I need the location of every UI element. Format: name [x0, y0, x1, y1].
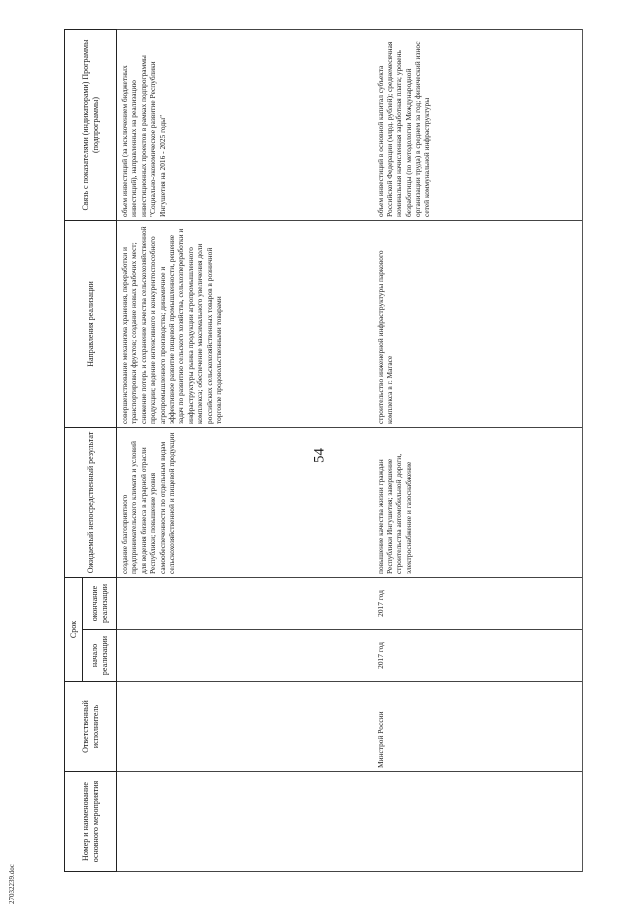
row1-executor: [117, 682, 373, 772]
row2-start: 2017 год: [373, 630, 583, 682]
table-row: [373, 29, 583, 871]
row1-start: [117, 630, 373, 682]
row1-link: объем инвестиций (за исключением бюджетных инвестиций), направленных на реализацию инвестиционных проектов в рамках подпрограммы "Социально-экономическое развитие Республики Ингушетия на 2016 - 2025 годы": [117, 29, 373, 220]
row2-number-name: [373, 772, 583, 872]
row1-directions: совершенствование механизма хранения, переработки и транспортировки фруктов; создание новых рабочих мест; снижение потерь и сохранение качества сельскохозяйственной продукции; ведение интенсивного и конкурентоспособного агропромышленного производства; динамичное и эффективное развитие пищевой промышленности, решение задач по развитию сельского хозяйства, сельхозпереработки и инфраструктуры рынка продукции агропромышленного комплекса; обеспечение максимального увеличения доли российских сельскохозяйственных товаров в розничной торговле продовольственными товарами: [117, 220, 373, 427]
row2-end: 2017 год: [373, 577, 583, 629]
header-start: начало реализации: [83, 630, 117, 682]
header-directions: Направления реализации: [65, 220, 117, 427]
header-executor: Ответственный исполнитель: [65, 682, 117, 772]
rotated-table-area: [64, 30, 584, 872]
row1-result: создание благоприятного предпринимательского климата и условий для ведения бизнеса в аграрной отрасли Республики; повышение уровня самообеспеченности по отдельным видам сельскохозяйственной и пищевой продукции: [117, 427, 373, 577]
document-id: 27032239.doc: [8, 864, 16, 904]
row2-link: объем инвестиций в основной капитал субъекта Российской Федерации (млрд. рублей); среднемесячная номинальная начисленная заработная плата; уровень безработицы (по методологии Международной организации труда) в среднем за год; физический износ сетей коммунальной инфраструктуры: [373, 29, 583, 220]
row2-result: повышение качества жизни граждан Республики Ингушетия; завершение строительства автомобильной дороги, электроснабжение и газоснабжение: [373, 427, 583, 577]
row2-directions: строительство инженерной инфраструктуры паркового комплекса в г. Магасе: [373, 220, 583, 427]
row1-number-name: [117, 772, 373, 872]
table-row: [117, 29, 373, 871]
row1-end: [117, 577, 373, 629]
header-link: Связь с показателями (индикаторами) Программы (подпрограммы): [65, 29, 117, 220]
row2-executor: Минстрой России: [373, 682, 583, 772]
header-end: окончание реализации: [83, 577, 117, 629]
header-srok: Срок: [65, 577, 83, 681]
header-number-name: Номер и наименование основного мероприятия: [65, 772, 117, 872]
program-measures-table: [64, 29, 583, 872]
page-number: 54: [311, 448, 328, 463]
header-result: Ожидаемый непосредственный результат: [65, 427, 117, 577]
